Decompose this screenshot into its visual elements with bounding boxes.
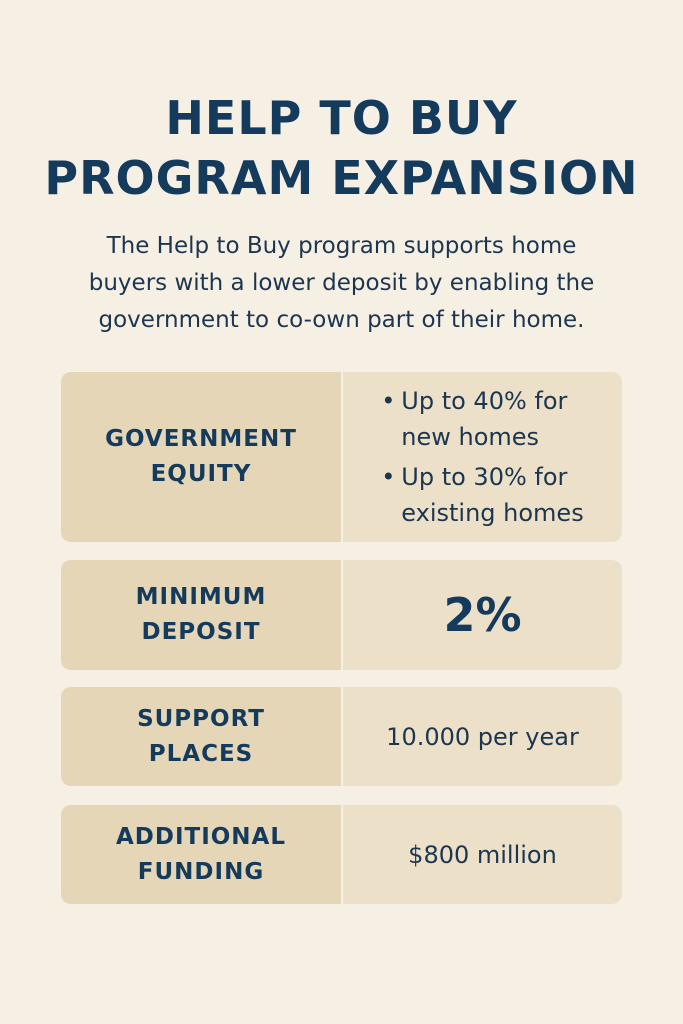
- row-label-support-places: [61, 687, 341, 786]
- label-line-2: DEPOSIT: [141, 619, 261, 645]
- label-line-2: EQUITY: [150, 461, 252, 487]
- row-additional-funding: [61, 805, 622, 904]
- label-line-1: ADDITIONAL: [115, 823, 287, 850]
- row-label-additional-funding: [61, 805, 341, 904]
- row-value-minimum-deposit: [343, 560, 622, 670]
- page-title: [0, 88, 683, 208]
- bullet-item: [381, 383, 583, 455]
- row-label-minimum-deposit: [61, 560, 341, 670]
- bullet-item: [381, 459, 583, 531]
- label-line-1: SUPPORT: [137, 705, 265, 732]
- bullet-text-line-2: existing homes: [401, 499, 584, 527]
- row-government-equity: [61, 372, 622, 542]
- equity-bullet-list: [381, 379, 583, 535]
- title-line-1: HELP TO BUY: [165, 91, 518, 145]
- bullet-text-line-1: Up to 30% for: [401, 463, 568, 491]
- intro-line-1: The Help to Buy program supports home: [106, 233, 577, 259]
- intro-line-3: government to co-own part of their home.: [98, 307, 585, 333]
- row-value-additional-funding: [343, 805, 622, 904]
- bullet-dot-icon: •: [381, 463, 396, 491]
- row-value-support-places: [343, 687, 622, 786]
- title-line-2: PROGRAM EXPANSION: [44, 151, 639, 205]
- row-label-government-equity: [61, 372, 341, 542]
- row-minimum-deposit: [61, 560, 622, 670]
- label-line-2: PLACES: [148, 740, 254, 767]
- bullet-dot-icon: •: [381, 387, 396, 415]
- deposit-percentage: 2%: [443, 588, 522, 642]
- label-line-1: GOVERNMENT: [105, 426, 297, 452]
- row-value-government-equity: [343, 372, 622, 542]
- label-line-2: FUNDING: [137, 858, 265, 885]
- intro-paragraph: [40, 228, 643, 339]
- intro-line-2: buyers with a lower deposit by enabling the: [88, 270, 595, 296]
- bullet-text-line-1: Up to 40% for: [401, 387, 568, 415]
- row-support-places: [61, 687, 622, 786]
- label-line-1: MINIMUM: [135, 584, 267, 610]
- support-places-value: 10.000 per year: [386, 722, 579, 751]
- funding-value: $800 million: [408, 840, 557, 869]
- bullet-text-line-2: new homes: [401, 423, 540, 451]
